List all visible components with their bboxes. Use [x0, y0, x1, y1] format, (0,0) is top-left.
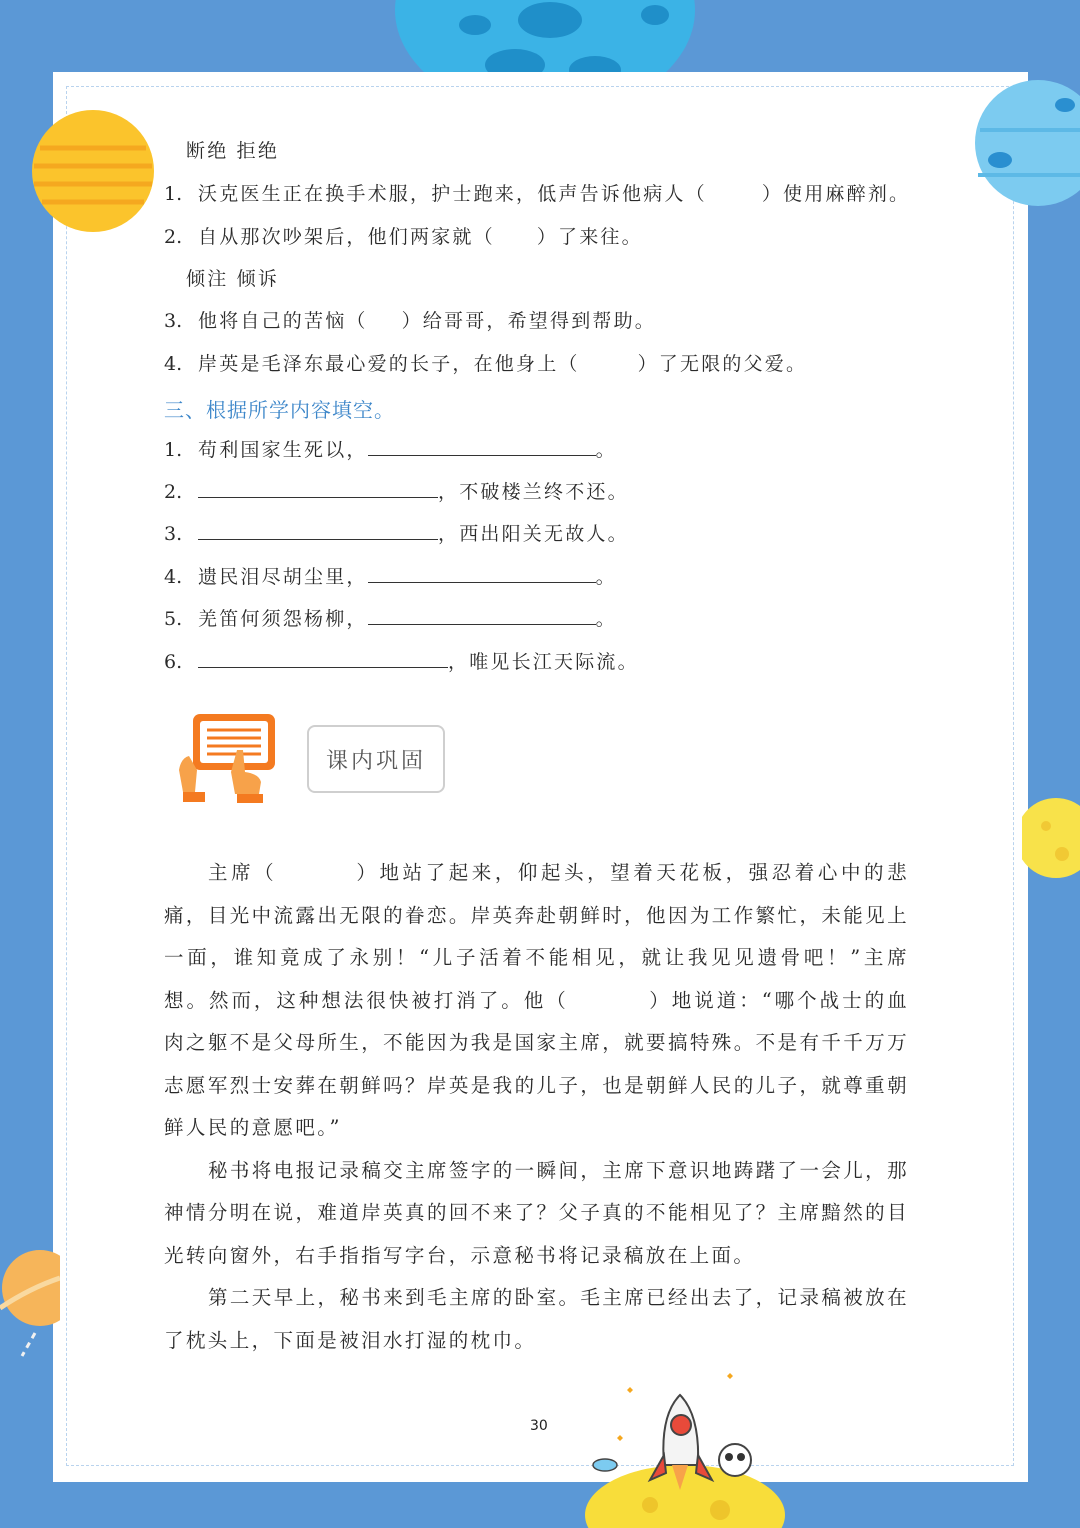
item-text-end: ，西出阳关无故人。 — [438, 523, 629, 545]
passage-text: ）地说道：“哪个战士的血肉之躯不是父母所生，不能因为我是国家主席，就要搞特殊。不是有千千万万志愿军烈士安葬在朝鲜吗？岸英是我的儿子，也是朝鲜人民的儿子，就尊重朝鲜人民的意愿吧。” — [164, 988, 909, 1139]
question-text: 岸英是毛泽东最心爱的长子，在他身上（ — [198, 353, 580, 375]
item-text-end: ，不破楼兰终不还。 — [438, 481, 629, 503]
fill-item-2 — [164, 479, 629, 505]
section-3-heading: 三、根据所学内容填空。 — [164, 398, 395, 422]
question-text-end: ）了来往。 — [536, 226, 643, 248]
answer-blank[interactable] — [198, 649, 448, 668]
item-text-end: 。 — [595, 566, 617, 588]
item-number: 5. — [164, 608, 183, 630]
question-1 — [164, 181, 910, 207]
orange-planet-left-icon — [0, 1238, 60, 1358]
item-number: 3. — [164, 523, 183, 545]
item-number: 4. — [164, 566, 183, 588]
question-number: 4. — [164, 353, 183, 375]
question-text-end: ）给哥哥，希望得到帮助。 — [401, 310, 657, 332]
item-text: 遗民泪尽胡尘里， — [198, 566, 368, 588]
question-number: 3. — [164, 310, 183, 332]
rocket-moon-illustration — [580, 1365, 790, 1528]
passage-paragraph-1 — [164, 852, 909, 1150]
fill-item-1 — [164, 437, 617, 463]
yellow-planet-icon — [30, 108, 156, 234]
reading-passage — [164, 852, 909, 1362]
section-label-box: 课内巩固 — [307, 725, 445, 793]
fill-item-3 — [164, 521, 629, 547]
item-text-end: ，唯见长江天际流。 — [448, 651, 639, 673]
fill-item-6 — [164, 649, 639, 675]
passage-paragraph-3: 第二天早上，秘书来到毛主席的卧室。毛主席已经出去了，记录稿被放在了枕头上，下面是被泪水打湿的枕巾。 — [164, 1286, 909, 1352]
fill-item-4 — [164, 564, 617, 590]
item-number: 2. — [164, 481, 183, 503]
tablet-hands-icon — [175, 710, 280, 805]
passage-paragraph-2: 秘书将电报记录稿交主席签字的一瞬间，主席下意识地踌躇了一会儿，那神情分明在说，难道岸英真的回不来了？父子真的不能相见了？主席黯然的目光转向窗外，右手指指写字台，示意秘书将记录稿放在上面。 — [164, 1158, 909, 1267]
question-number: 2. — [164, 226, 183, 248]
item-number: 1. — [164, 439, 183, 461]
question-2 — [164, 224, 643, 250]
item-text-end: 。 — [595, 439, 617, 461]
question-text-end: ）了无限的父爱。 — [637, 353, 808, 375]
passage-text: 主席（ — [208, 861, 278, 884]
answer-blank[interactable] — [198, 479, 438, 498]
fill-item-5 — [164, 606, 617, 632]
blue-planet-right-icon — [970, 80, 1080, 210]
item-number: 6. — [164, 651, 183, 673]
answer-blank[interactable] — [368, 437, 596, 456]
answer-blank[interactable] — [368, 564, 596, 583]
item-text: 苟利国家生死以， — [198, 439, 368, 461]
question-number: 1. — [164, 183, 183, 205]
answer-blank[interactable] — [368, 606, 596, 625]
small-yellow-planet-icon — [1022, 796, 1080, 880]
question-text: 沃克医生正在换手术服，护士跑来，低声告诉他病人（ — [198, 183, 707, 205]
question-text: 自从那次吵架后，他们两家就（ — [198, 226, 495, 248]
question-text-end: ）使用麻醉剂。 — [761, 183, 911, 205]
question-text: 他将自己的苦恼（ — [198, 310, 368, 332]
item-text-end: 。 — [595, 608, 617, 630]
question-3 — [164, 308, 656, 334]
passage-text: ）地站了起来，仰起头，望着天花板，强忍着心中的悲痛，目光中流露出无限的眷恋。岸英奔赴朝鲜时，他因为工作繁忙，未能见上一面，谁知竟成了永别！“儿子活着不能相见，就让我见见遗骨吧！”主席想。然而，这种想法很快被打消了。他（ — [164, 861, 910, 1012]
word-pair-1: 断绝 拒绝 — [186, 140, 280, 162]
page-number: 30 — [530, 1418, 548, 1434]
answer-blank[interactable] — [198, 521, 438, 540]
question-4 — [164, 351, 807, 377]
word-pair-2: 倾注 倾诉 — [186, 268, 280, 290]
item-text: 羌笛何须怨杨柳， — [198, 608, 368, 630]
